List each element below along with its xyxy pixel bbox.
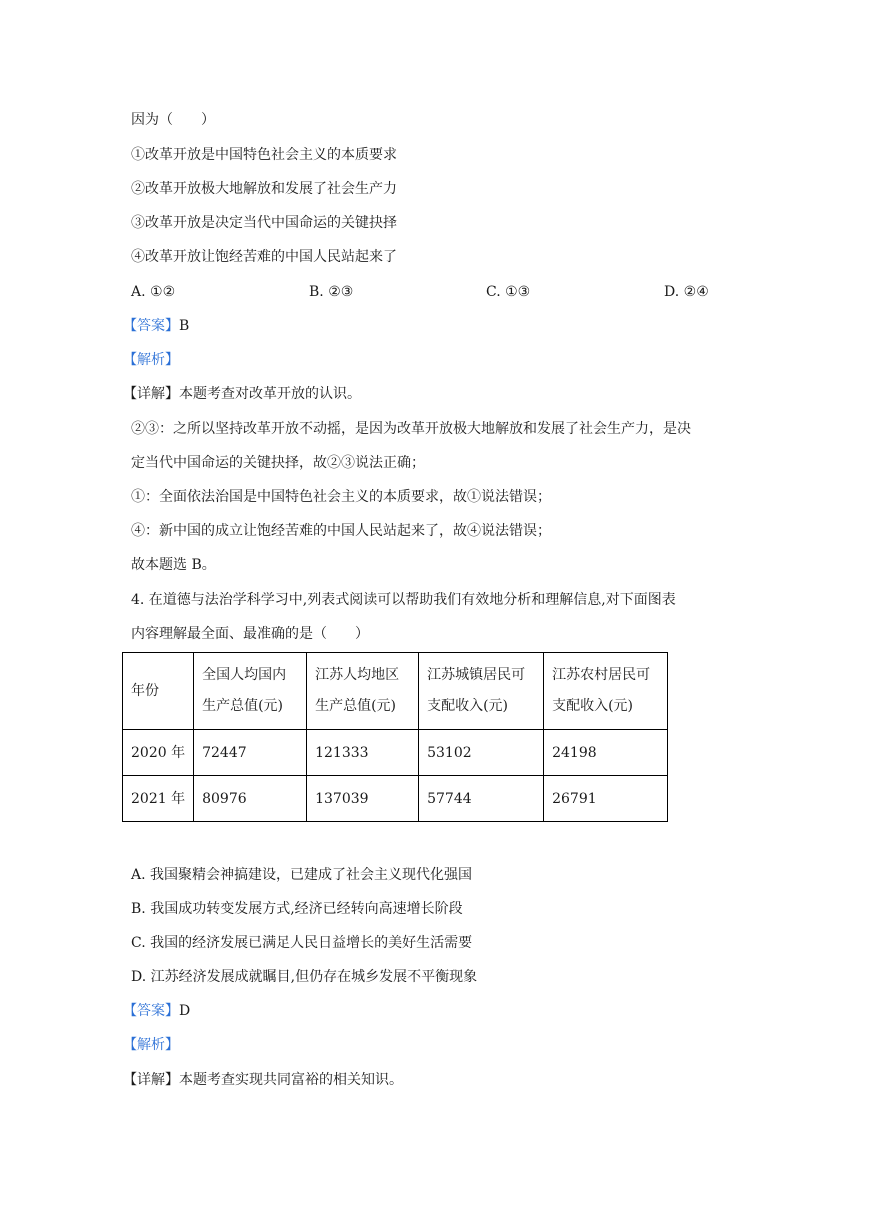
- q3-explain-1: ②③：之所以坚持改革开放不动摇，是因为改革开放极大地解放和发展了社会生产力，是决: [131, 421, 691, 437]
- q3-option-a: A. ①②: [131, 284, 176, 300]
- q4-stem-line-1: 4. 在道德与法治学科学习中,列表式阅读可以帮助我们有效地分析和理解信息,对下面图表: [131, 592, 676, 608]
- table-cell: 53102: [419, 730, 544, 776]
- q3-stem-tail: 因为（ ）: [131, 112, 215, 128]
- q3-statement-3: ③改革开放是决定当代中国命运的关键抉择: [131, 215, 397, 231]
- table-cell: 26791: [544, 776, 668, 822]
- table-header-cell: 江苏人均地区 生产总值(元): [307, 653, 419, 730]
- answer-value: D: [179, 1003, 191, 1019]
- q3-option-c: C. ①③: [486, 284, 531, 300]
- table-header-cell: 年份: [123, 653, 194, 730]
- table-cell: 121333: [307, 730, 419, 776]
- q3-explain-5: 故本题选 B。: [131, 557, 216, 573]
- answer-value: B: [179, 318, 190, 334]
- q4-detail: 【详解】本题考查实现共同富裕的相关知识。: [123, 1072, 403, 1088]
- table-row: [123, 730, 668, 776]
- detail-tag: 【详解】: [123, 386, 179, 402]
- income-table: [122, 652, 668, 822]
- table-cell: 72447: [194, 730, 307, 776]
- q3-explain-2: 定当代中国命运的关键抉择，故②③说法正确；: [131, 455, 425, 471]
- q3-detail: 【详解】本题考查对改革开放的认识。: [123, 386, 361, 402]
- q4-option-b: B. 我国成功转变发展方式,经济已经转向高速增长阶段: [131, 901, 463, 917]
- table-cell: 137039: [307, 776, 419, 822]
- q3-answer: [123, 316, 189, 336]
- q4-option-a: A. 我国聚精会神搞建设，已建成了社会主义现代化强国: [131, 867, 473, 883]
- table-header-cell: 江苏城镇居民可 支配收入(元): [419, 653, 544, 730]
- q3-option-d: D. ②④: [664, 284, 709, 300]
- q4-analysis: [123, 1035, 179, 1055]
- q3-option-b: B. ②③: [309, 284, 354, 300]
- table-header-row: [123, 653, 668, 730]
- q4-stem-line-2: 内容理解最全面、最准确的是（ ）: [131, 626, 369, 642]
- q3-statement-2: ②改革开放极大地解放和发展了社会生产力: [131, 181, 397, 197]
- q3-explain-4: ④：新中国的成立让饱经苦难的中国人民站起来了，故④说法错误；: [131, 523, 551, 539]
- table-cell: 2020 年: [123, 730, 194, 776]
- detail-tag: 【详解】: [123, 1072, 179, 1088]
- table-cell: 2021 年: [123, 776, 194, 822]
- q3-statement-1: ①改革开放是中国特色社会主义的本质要求: [131, 147, 397, 163]
- q3-explain-3: ①：全面依法治国是中国特色社会主义的本质要求，故①说法错误；: [131, 489, 551, 505]
- table-header-cell: 全国人均国内 生产总值(元): [194, 653, 307, 730]
- q4-option-d: D. 江苏经济发展成就瞩目,但仍存在城乡发展不平衡现象: [131, 969, 478, 985]
- analysis-tag: 【解析】: [123, 1037, 179, 1053]
- answer-tag: 【答案】: [123, 1003, 179, 1019]
- analysis-tag: 【解析】: [123, 352, 179, 368]
- table-cell: 80976: [194, 776, 307, 822]
- table-cell: 24198: [544, 730, 668, 776]
- table-header-cell: 江苏农村居民可 支配收入(元): [544, 653, 668, 730]
- q4-option-c: C. 我国的经济发展已满足人民日益增长的美好生活需要: [131, 935, 473, 951]
- table-cell: 57744: [419, 776, 544, 822]
- answer-tag: 【答案】: [123, 318, 179, 334]
- q3-statement-4: ④改革开放让饱经苦难的中国人民站起来了: [131, 249, 397, 265]
- q4-answer: [123, 1001, 190, 1021]
- table-row: [123, 776, 668, 822]
- q3-analysis: [123, 350, 179, 370]
